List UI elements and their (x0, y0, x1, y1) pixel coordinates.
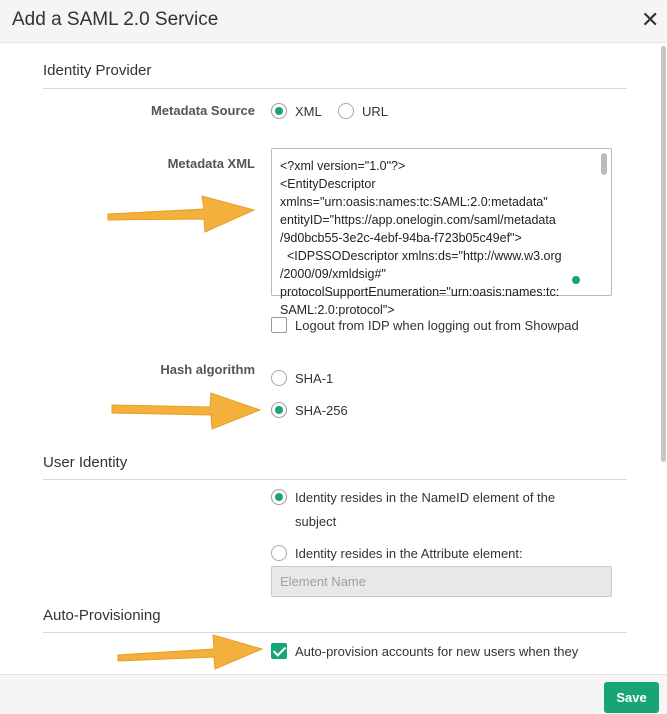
radio-identity-nameid-label[interactable]: Identity resides in the NameID element of the (295, 490, 556, 505)
metadata-source-label: Metadata Source (150, 103, 255, 118)
logout-checkbox[interactable] (271, 317, 287, 333)
radio-hash-sha256[interactable] (271, 402, 287, 418)
logout-checkbox-label[interactable]: Logout from IDP when logging out from Showpad (295, 318, 579, 333)
radio-metadata-source-url[interactable] (338, 103, 354, 119)
annotation-arrow-icon (114, 625, 268, 673)
dialog-title: Add a SAML 2.0 Service (12, 9, 219, 30)
radio-hash-sha256-label[interactable]: SHA-256 (295, 403, 348, 418)
annotation-arrow-icon (104, 188, 260, 238)
radio-identity-attribute[interactable] (271, 545, 287, 561)
dialog-scrollbar[interactable] (661, 46, 666, 462)
section-divider (43, 88, 627, 89)
dialog-footer (0, 674, 667, 714)
radio-metadata-source-url-label[interactable]: URL (362, 104, 389, 119)
annotation-arrow-icon (108, 385, 266, 433)
radio-hash-sha1[interactable] (271, 370, 287, 386)
radio-metadata-source-xml-label[interactable]: XML (295, 104, 322, 119)
section-title-auto-provisioning: Auto-Provisioning (43, 607, 161, 624)
metadata-xml-label: Metadata XML (167, 156, 255, 171)
auto-provision-checkbox-label[interactable]: Auto-provision accounts for new users when they (295, 644, 579, 659)
metadata-xml-content[interactable]: <?xml version="1.0"?> <EntityDescriptor xmlns="urn:oasis:names:tc:SAML:2.0:metadata" entityID="https://app.onelogin.com/saml/metadata /9d0bcb55-3e2c-4ebf-94ba-f723b05c49ef"> <IDPSSODescriptor xmlns:ds="http://www.w3.org /2000/09/xmldsig#" protocolSupportEnumeration="urn:oasis:names:tc: SAML:2.0:protocol"> (280, 159, 562, 317)
save-button[interactable]: Save (604, 682, 659, 713)
radio-identity-nameid[interactable] (271, 489, 287, 505)
close-icon[interactable]: ✕ (641, 7, 660, 32)
dialog-header (0, 0, 667, 43)
radio-identity-attribute-label[interactable]: Identity resides in the Attribute element: (295, 546, 523, 561)
radio-hash-sha1-label[interactable]: SHA-1 (295, 371, 334, 386)
radio-identity-nameid-label-line2[interactable]: subject (295, 514, 337, 529)
hash-algorithm-label: Hash algorithm (160, 362, 255, 377)
xml-scrollbar[interactable] (601, 153, 607, 175)
section-divider (43, 479, 627, 480)
element-name-input[interactable]: Element Name (271, 566, 612, 597)
auto-provision-checkbox[interactable] (271, 643, 287, 659)
section-title-identity-provider: Identity Provider (43, 62, 152, 79)
section-title-user-identity: User Identity (43, 454, 128, 471)
metadata-xml-textarea[interactable] (271, 148, 612, 317)
cursor-dot-icon (572, 276, 580, 284)
radio-metadata-source-xml[interactable] (271, 103, 287, 119)
